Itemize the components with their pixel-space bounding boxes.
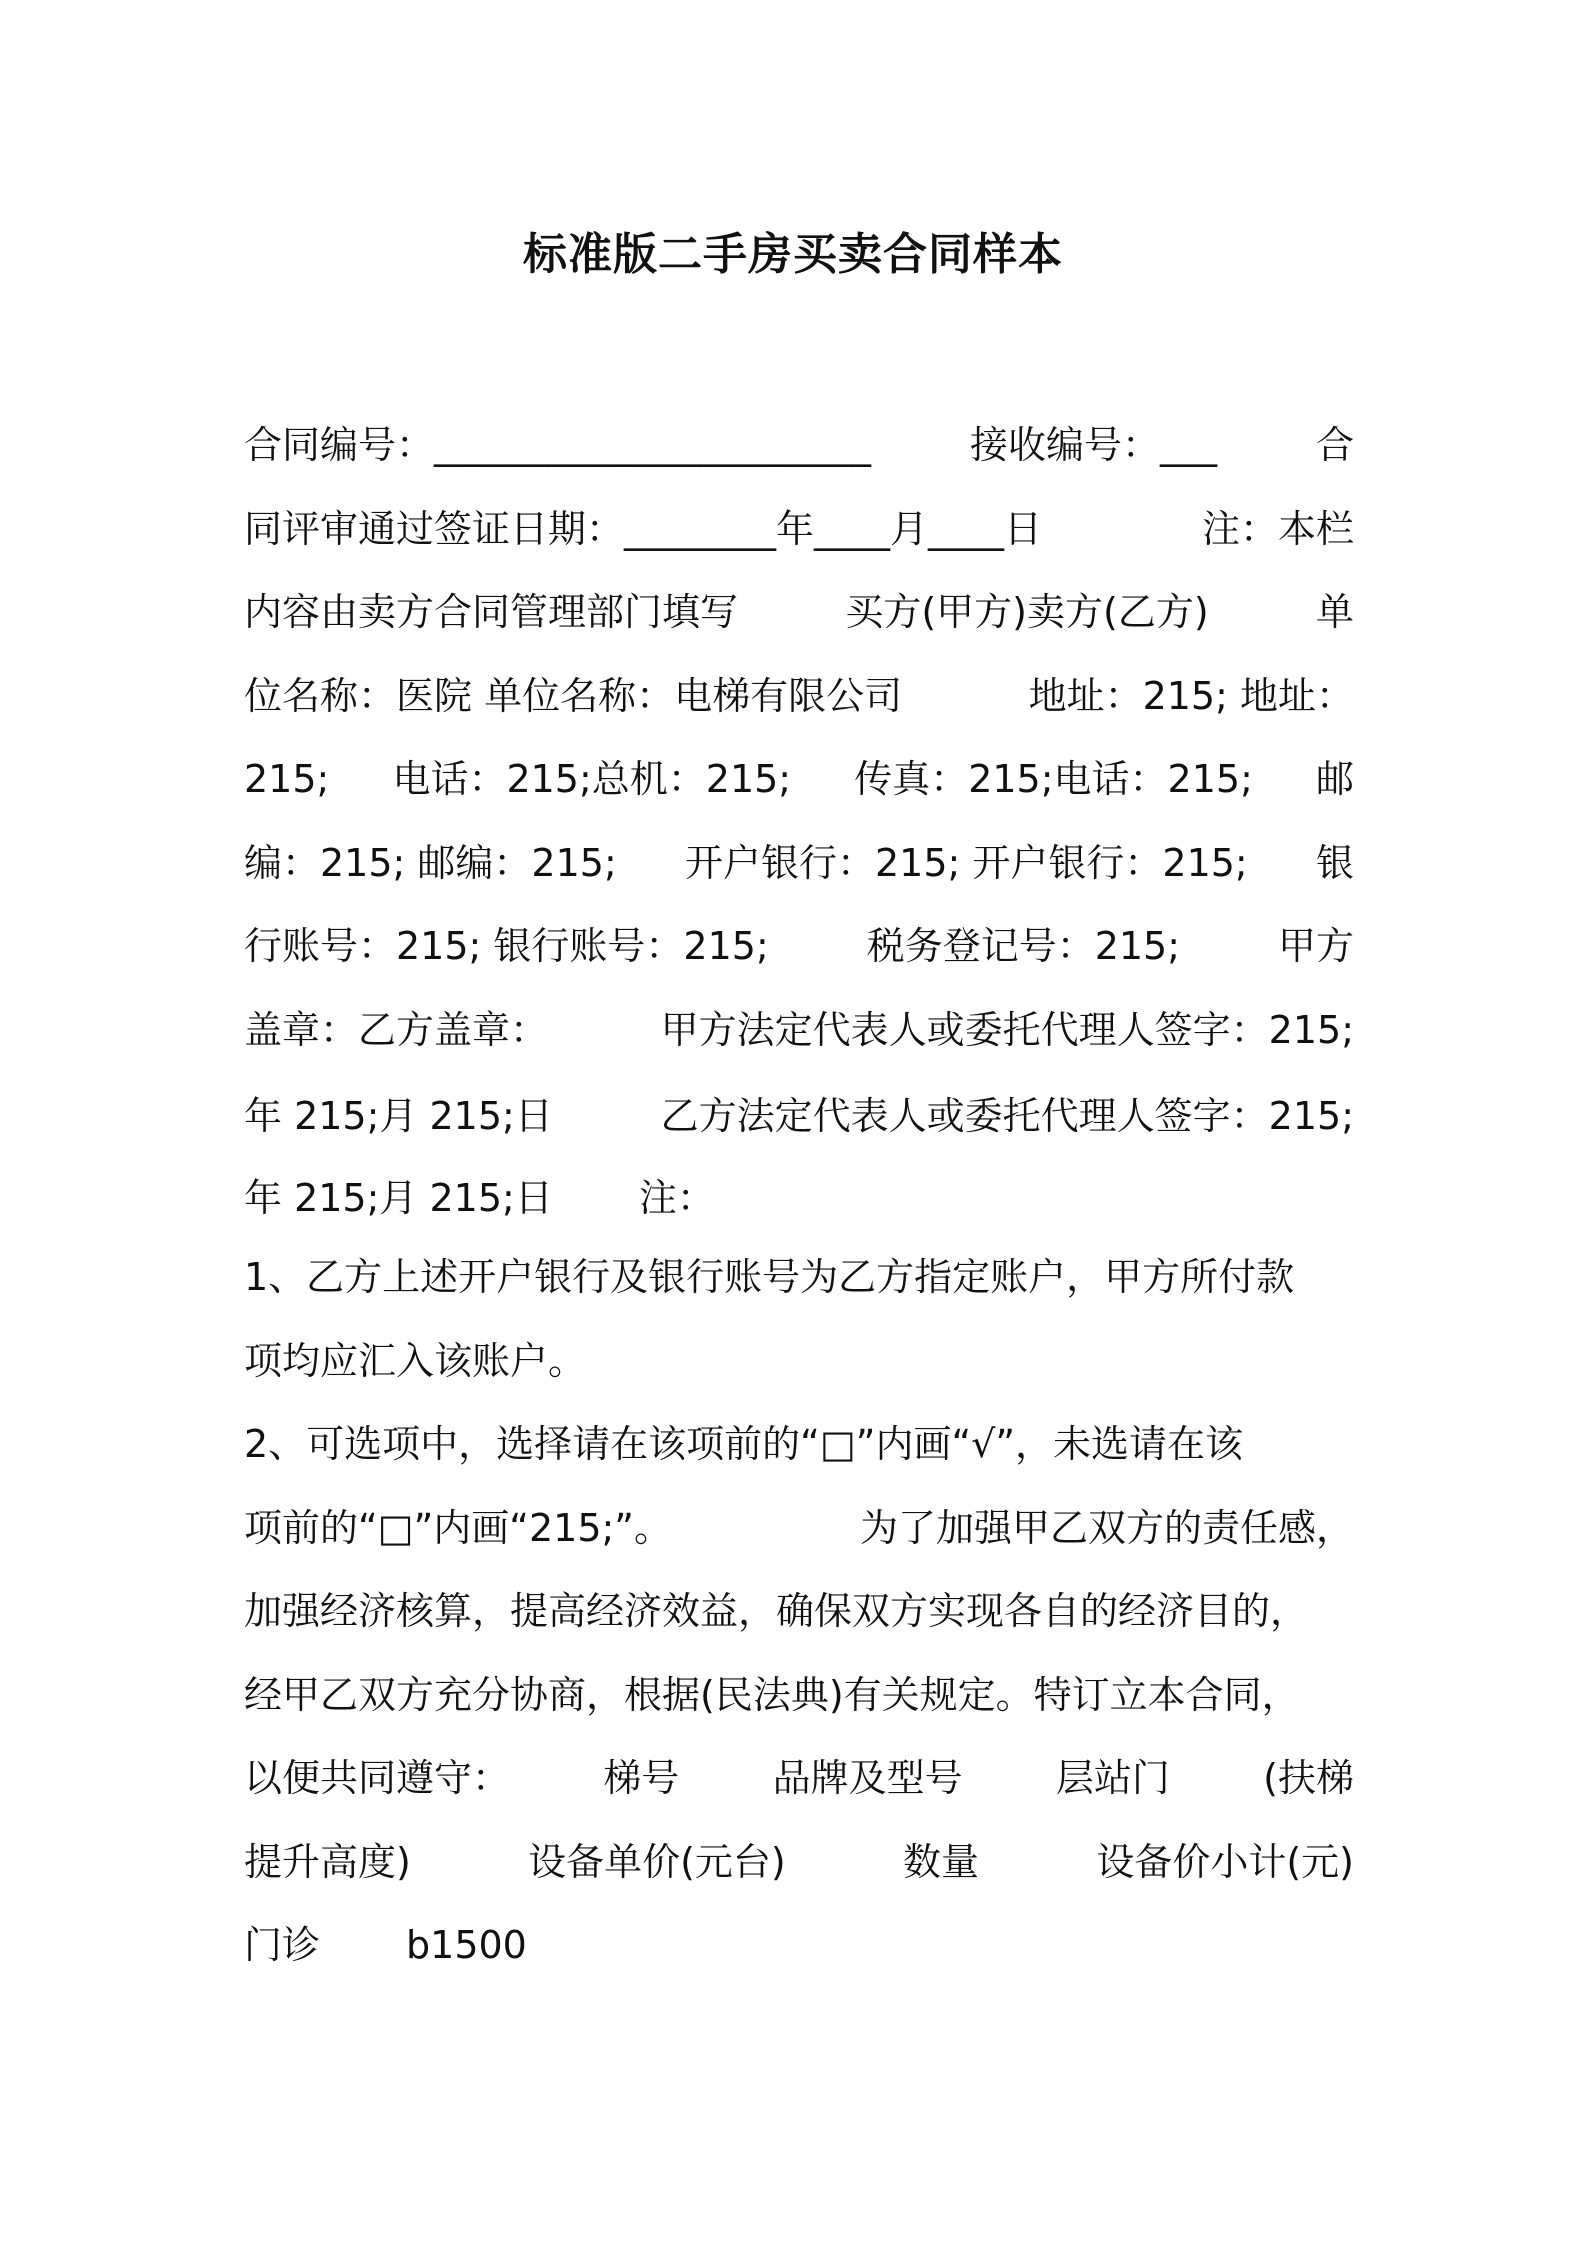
date-field: 年 215;月 215;日: [244, 1094, 553, 1138]
text-fragment: 甲方: [1277, 924, 1354, 968]
note-item-1: 1、乙方上述开户银行及银行账号为乙方指定账户，甲方所付款: [244, 1255, 1295, 1299]
contract-line-5: [244, 738, 1354, 822]
contract-line-19: [244, 1904, 1354, 1988]
column-header-unit-price: 设备单价(元台): [528, 1839, 786, 1884]
notes-label: 注：: [638, 1176, 715, 1220]
contract-line-3: [244, 571, 1354, 655]
contract-line-16: [244, 1654, 1354, 1738]
text-fragment: 邮: [1315, 757, 1354, 801]
contract-line-9: [244, 1072, 1354, 1160]
review-date-field: 同评审通过签证日期：________年____月____日: [244, 506, 1043, 551]
column-header-floor-stop-door: 层站门: [1055, 1756, 1170, 1800]
preamble-start: 为了加强甲乙双方的责任感，: [859, 1505, 1354, 1550]
text-fragment: 内容由卖方合同管理部门填写: [244, 590, 739, 634]
contract-body: [244, 404, 1354, 1988]
postcode-fields: 编：215; 邮编：215;: [244, 840, 617, 885]
contract-line-12: [244, 1320, 1354, 1404]
fax-fields: 传真：215;电话：215;: [854, 757, 1253, 801]
preamble-end: 以便共同遵守：: [244, 1756, 511, 1800]
column-header-subtotal: 设备价小计(元): [1096, 1839, 1354, 1884]
document-title: 标准版二手房买卖合同样本: [523, 229, 1063, 280]
contract-line-2: [244, 488, 1354, 572]
contract-line-4: [244, 655, 1354, 739]
table-cell-code: b1500: [406, 1923, 527, 1967]
party-headers: 买方(甲方)卖方(乙方): [845, 590, 1209, 634]
column-header-rise-height: 提升高度): [244, 1839, 411, 1884]
note-item-2-continued: 项前的“□”内画“215;”。: [244, 1505, 672, 1550]
contract-line-17: [244, 1737, 1354, 1821]
seal-fields: 盖章：乙方盖章：: [244, 1007, 549, 1052]
address-fields: 地址：215; 地址：: [1028, 673, 1354, 718]
contract-line-13: [244, 1403, 1354, 1487]
text-fragment: 合: [1315, 423, 1354, 467]
contract-line-8: [244, 989, 1354, 1073]
contract-line-11: [244, 1236, 1354, 1320]
contract-line-15: [244, 1570, 1354, 1654]
column-header-elevator-no: 梯号: [603, 1756, 680, 1800]
column-header-brand-model: 品牌及型号: [772, 1756, 963, 1800]
unit-name-fields: 位名称：医院 单位名称：电梯有限公司: [244, 673, 903, 718]
table-cell-outpatient: 门诊: [244, 1923, 321, 1967]
contract-line-18: [244, 1821, 1354, 1905]
party-b-signature-field: 乙方法定代表人或委托代理人签字：215;: [660, 1094, 1354, 1138]
note-item-1-continued: 项均应汇入该账户。: [244, 1338, 587, 1383]
tax-registration-field: 税务登记号：215;: [866, 924, 1181, 968]
receipt-number-field: 接收编号：___: [969, 423, 1217, 467]
contract-line-1: [244, 404, 1354, 488]
account-fields: 行账号：215; 银行账号：215;: [244, 924, 769, 968]
note-label: 注：本栏: [1201, 506, 1354, 551]
text-fragment: 单: [1315, 590, 1354, 634]
text-fragment: 215;: [244, 757, 330, 801]
bank-fields: 开户银行：215; 开户银行：215;: [684, 840, 1248, 885]
phone-fields: 电话：215;总机：215;: [392, 757, 792, 801]
note-item-2: 2、可选项中，选择请在该项前的“□”内画“√”，未选请在该: [244, 1422, 1244, 1466]
column-header-quantity: 数量: [903, 1839, 980, 1884]
date-field: 年 215;月 215;日: [244, 1176, 553, 1220]
contract-line-6: [244, 822, 1354, 906]
contract-line-7: [244, 905, 1354, 989]
contract-line-14: [244, 1487, 1354, 1571]
preamble-text: 加强经济核算，提高经济效益，确保双方实现各自的经济目的，: [244, 1589, 1309, 1633]
text-fragment: 银: [1315, 840, 1354, 885]
column-header-escalator: (扶梯: [1263, 1756, 1354, 1800]
contract-line-10: [244, 1160, 1354, 1236]
party-a-signature-field: 甲方法定代表人或委托代理人签字：215;: [660, 1007, 1354, 1052]
preamble-text: 经甲乙双方充分协商，根据(民法典)有关规定。特订立本合同，: [244, 1672, 1300, 1717]
contract-number-field: 合同编号：_______________________: [244, 423, 872, 467]
